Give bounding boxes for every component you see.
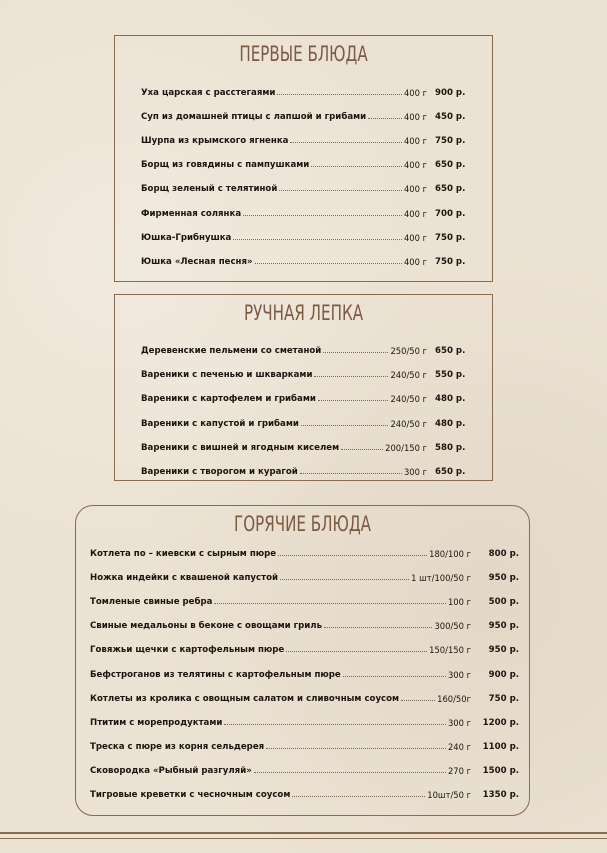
leader-dots: [323, 352, 388, 353]
leader-dots: [301, 425, 389, 426]
leader-dots: [233, 239, 402, 240]
leader-dots: [255, 263, 402, 264]
menu-item: [141, 205, 467, 219]
menu-item-price: 580 р.: [435, 442, 466, 453]
menu-item-price: 800 р.: [488, 549, 519, 559]
menu-item: [141, 229, 467, 243]
menu-item-price: 650 р.: [435, 160, 466, 171]
menu-item: [90, 569, 519, 583]
menu-item-price: 900 р.: [488, 669, 519, 680]
menu-item: [141, 463, 467, 477]
menu-item-name: Треска с пюре из корня сельдерея: [90, 741, 265, 752]
menu-item-name: Фирменная солянка: [141, 208, 242, 219]
menu-item-weight: 300 г: [447, 717, 471, 728]
menu-item-price: 1350 р.: [482, 790, 519, 800]
leader-dots: [224, 724, 446, 725]
leader-dots: [290, 142, 401, 143]
menu-item-name: Бефстроганов из телятины с картофельным пюре: [90, 669, 341, 680]
menu-item: [141, 132, 467, 146]
menu-item-price: 480 р.: [435, 394, 466, 405]
leader-dots: [279, 190, 402, 191]
leader-dots: [277, 94, 402, 95]
menu-item-name: Уха царская с расстегаями: [141, 88, 276, 98]
menu-item-weight: 100 г: [447, 597, 471, 608]
leader-dots: [318, 400, 389, 401]
bottom-divider: [0, 832, 607, 834]
menu-item-weight: 1 шт/100/50 г: [411, 573, 471, 584]
menu-item-price: 500 р.: [488, 597, 519, 608]
leader-dots: [280, 579, 409, 580]
menu-item-weight: 160/50г: [437, 693, 471, 704]
menu-item-name: Юшка-Грибнушка: [141, 232, 232, 243]
section-first-courses: [114, 35, 493, 282]
menu-item-price: 1200 р.: [482, 717, 519, 728]
leader-dots: [243, 215, 402, 216]
menu-item-price: 900 р.: [435, 88, 466, 98]
menu-item: [141, 390, 467, 404]
menu-item-name: Тигровые креветки с чесночным соусом: [90, 790, 291, 800]
menu-item-name: Томленые свиные ребра: [90, 597, 213, 608]
leader-dots: [324, 627, 432, 628]
menu-item-price: 700 р.: [435, 208, 466, 219]
menu-item-name: Вареники с вишней и ягодным киселем: [141, 442, 340, 453]
menu-item: [90, 786, 519, 800]
menu-item-weight: 150/150 г: [429, 645, 471, 656]
leader-dots: [401, 700, 435, 701]
menu-item-weight: 400 г: [403, 232, 427, 243]
menu-item-weight: 240/50 г: [390, 418, 427, 429]
menu-item: [141, 156, 467, 170]
menu-item: [141, 108, 467, 122]
menu-item-name: Свиные медальоны в беконе с овощами гриль: [90, 621, 323, 632]
menu-item-weight: 250/50 г: [390, 346, 427, 356]
leader-dots: [286, 651, 427, 652]
section-handmade-dumplings: [114, 294, 493, 481]
menu-item-price: 1500 р.: [482, 765, 519, 776]
section-hot-dishes: [75, 505, 530, 816]
menu-item-weight: 400 г: [403, 136, 427, 147]
menu-item: [90, 593, 519, 607]
menu-item-price: 650 р.: [435, 467, 466, 477]
menu-item-price: 480 р.: [435, 418, 466, 429]
menu-item-weight: 300/50 г: [434, 621, 471, 632]
menu-item-price: 550 р.: [435, 370, 466, 381]
menu-item: [90, 617, 519, 631]
menu-item: [141, 439, 467, 453]
menu-item-weight: 240/50 г: [390, 370, 427, 381]
menu-item-name: Юшка «Лесная песня»: [141, 256, 253, 267]
menu-item-name: Сковородка «Рыбный разгуляй»: [90, 765, 252, 776]
menu-item-name: Шурпа из крымского ягненка: [141, 136, 289, 147]
menu-item-name: Вареники с творогом и курагой: [141, 467, 298, 477]
menu-item-price: 650 р.: [435, 184, 466, 195]
leader-dots: [343, 676, 446, 677]
menu-item: [90, 641, 519, 655]
leader-dots: [254, 772, 446, 773]
menu-item-name: Ножка индейки с квашеной капустой: [90, 573, 279, 584]
menu-item: [90, 690, 519, 704]
menu-item-name: Вареники с картофелем и грибами: [141, 394, 316, 405]
leader-dots: [214, 603, 445, 604]
menu-item-weight: 10шт/50 г: [427, 790, 471, 800]
menu-item-name: Вареники с капустой и грибами: [141, 418, 299, 429]
menu-item-weight: 300 г: [447, 669, 471, 680]
menu-item-price: 750 р.: [435, 136, 466, 147]
menu-item: [90, 762, 519, 776]
leader-dots: [292, 796, 425, 797]
menu-item-name: Котлета по – киевски с сырным пюре: [90, 549, 277, 559]
menu-item-weight: 200/150 г: [385, 442, 427, 453]
menu-item: [90, 738, 519, 752]
menu-item-name: Борщ зеленый с телятиной: [141, 184, 278, 195]
menu-item: [141, 415, 467, 429]
menu-item: [141, 253, 467, 267]
leader-dots: [341, 449, 383, 450]
bottom-divider: [0, 838, 607, 839]
menu-item: [90, 714, 519, 728]
menu-item-name: Котлеты из кролика с овощным салатом и сливочным соусом: [90, 693, 400, 704]
menu-item-name: Деревенские пельмени со сметаной: [141, 346, 322, 356]
menu-item: [141, 84, 467, 98]
menu-item-weight: 300 г: [403, 467, 427, 477]
menu-item-weight: 400 г: [403, 112, 427, 123]
leader-dots: [266, 748, 446, 749]
leader-dots: [314, 376, 388, 377]
menu-item-weight: 400 г: [403, 256, 427, 267]
menu-item-name: Суп из домашней птицы с лапшой и грибами: [141, 112, 367, 123]
menu-item-price: 750 р.: [435, 232, 466, 243]
menu-item-weight: 400 г: [403, 88, 427, 98]
menu-item-weight: 400 г: [403, 184, 427, 195]
menu-item-weight: 240/50 г: [390, 394, 427, 405]
leader-dots: [300, 473, 402, 474]
menu-item-price: 450 р.: [435, 112, 466, 123]
section-title: ГОРЯЧИЕ БЛЮДА: [233, 512, 372, 536]
menu-item: [141, 342, 467, 356]
menu-item-price: 950 р.: [488, 621, 519, 632]
menu-item: [90, 666, 519, 680]
menu-item-price: 950 р.: [488, 573, 519, 584]
menu-item: [141, 180, 467, 194]
menu-item-weight: 400 г: [403, 208, 427, 219]
menu-item-price: 750 р.: [435, 256, 466, 267]
menu-item-price: 1100 р.: [482, 741, 519, 752]
menu-item: [141, 366, 467, 380]
menu-item-name: Вареники с печенью и шкварками: [141, 370, 313, 381]
menu-item-weight: 240 г: [447, 741, 471, 752]
leader-dots: [368, 118, 402, 119]
menu-item-price: 750 р.: [488, 693, 519, 704]
menu-item-weight: 180/100 г: [429, 549, 471, 559]
leader-dots: [311, 166, 402, 167]
section-title: РУЧНАЯ ЛЕПКА: [243, 301, 364, 325]
leader-dots: [278, 555, 427, 556]
menu-item-weight: 400 г: [403, 160, 427, 171]
menu-item-price: 650 р.: [435, 346, 466, 356]
menu-item-name: Говяжьи щечки с картофельным пюре: [90, 645, 285, 656]
menu-item-weight: 270 г: [447, 765, 471, 776]
menu-item-name: Птитим с морепродуктами: [90, 717, 223, 728]
menu-item-price: 950 р.: [488, 645, 519, 656]
menu-item-name: Борщ из говядины с пампушками: [141, 160, 310, 171]
section-title: ПЕРВЫЕ БЛЮДА: [239, 42, 368, 66]
menu-item: [90, 545, 519, 559]
